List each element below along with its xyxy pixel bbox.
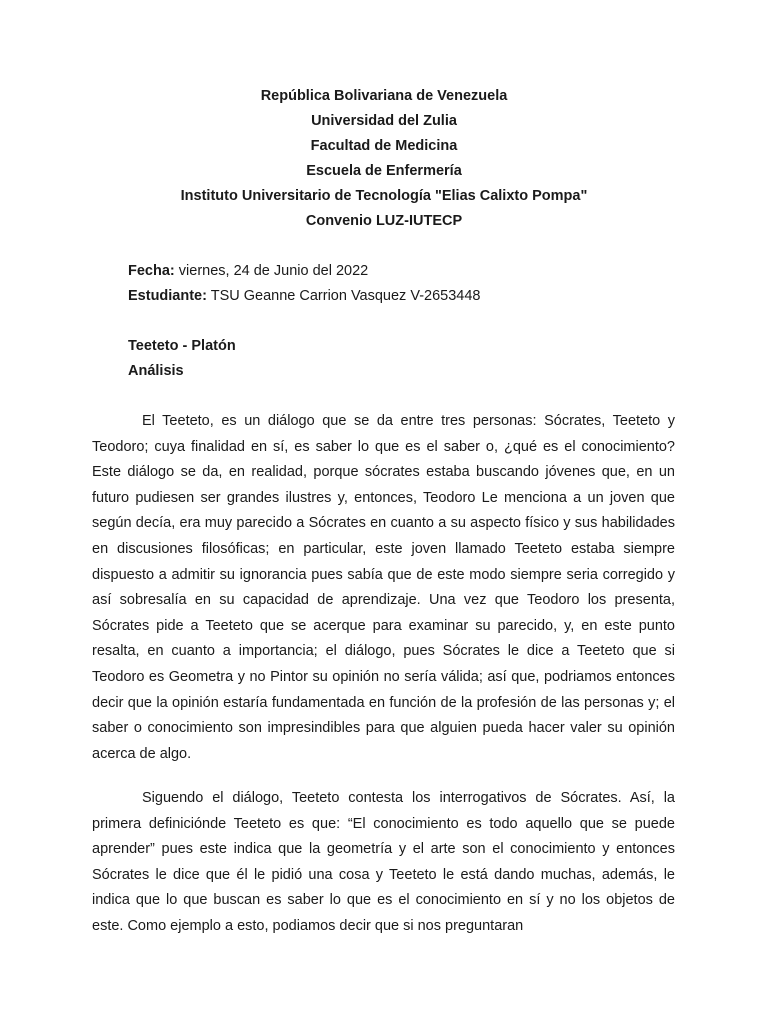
header-line-agreement: Convenio LUZ-IUTECP — [305, 213, 463, 229]
header-line-faculty: Facultad de Medicina — [310, 138, 458, 154]
student-label: Estudiante: — [128, 288, 207, 304]
document-meta — [128, 259, 688, 309]
date-line — [128, 259, 688, 284]
body-paragraph-2: Siguendo el diálogo, Teeteto contesta los interrogativos de Sócrates. Así, la primera definiciónde Teeteto es que: “El conocimiento es todo aquello que se puede aprender” pues este indica que la geometría y el arte son el conocimiento y entonces Sócrates le dice que él le pidió una cosa y Teeteto le está dando muchas, además, le indica que lo que buscan es saber lo que es el conocimiento en sí y no los objetos de este. Como ejemplo a esto, podiamos decir que si nos preguntaran — [92, 790, 675, 934]
date-label: Fecha: — [128, 263, 175, 279]
header-line-institute: Instituto Universitario de Tecnología "Elias Calixto Pompa" — [180, 188, 588, 204]
institution-header — [0, 84, 768, 234]
document-subtitle: Análisis — [128, 363, 184, 379]
student-line — [128, 284, 688, 309]
body-paragraph-1: El Teeteto, es un diálogo que se da entre tres personas: Sócrates, Teeteto y Teodoro; cuya finalidad en sí, es saber lo que es el saber o, ¿qué es el conocimiento? Este diálogo se da, en realidad, porque sócrates estaba buscando jóvenes que, en un futuro pudiesen ser grandes ilustres y, entonces, Teodoro Le menciona a un joven que según decía, era muy parecido a Sócrates en cuanto a su aspecto físico y sus habilidades en discusiones filosóficas; en particular, este joven llamado Teeteto estaba siempre dispuesto a admitir su ignorancia pues sabía que de este modo siempre seria corregido y así sobresalía en su capacidad de aprendizaje. Una vez que Teodoro los presenta, Sócrates pide a Teeteto que se acerque para examinar su parecido, y, en este punto resalta, en cuanto a importancia; el diálogo, pues Sócrates le dice a Teeteto que si Teodoro es Geometra y no Pintor su opinión no sería válida; así que, podriamos entonces decir que la opinión estaría fundamentada en función de la profesión de las personas y; el saber o conocimiento son impresindibles para que alguien pueda hacer valer su opinión acerca de algo. — [92, 413, 675, 762]
date-value: viernes, 24 de Junio del 2022 — [174, 263, 369, 279]
document-title: Teeteto - Platón — [128, 338, 236, 354]
header-line-country: República Bolivariana de Venezuela — [260, 88, 508, 104]
document-titles — [128, 334, 688, 384]
header-line-school: Escuela de Enfermería — [306, 163, 462, 179]
header-line-university: Universidad del Zulia — [311, 113, 457, 129]
student-value: TSU Geanne Carrion Vasquez V-2653448 — [206, 288, 481, 304]
